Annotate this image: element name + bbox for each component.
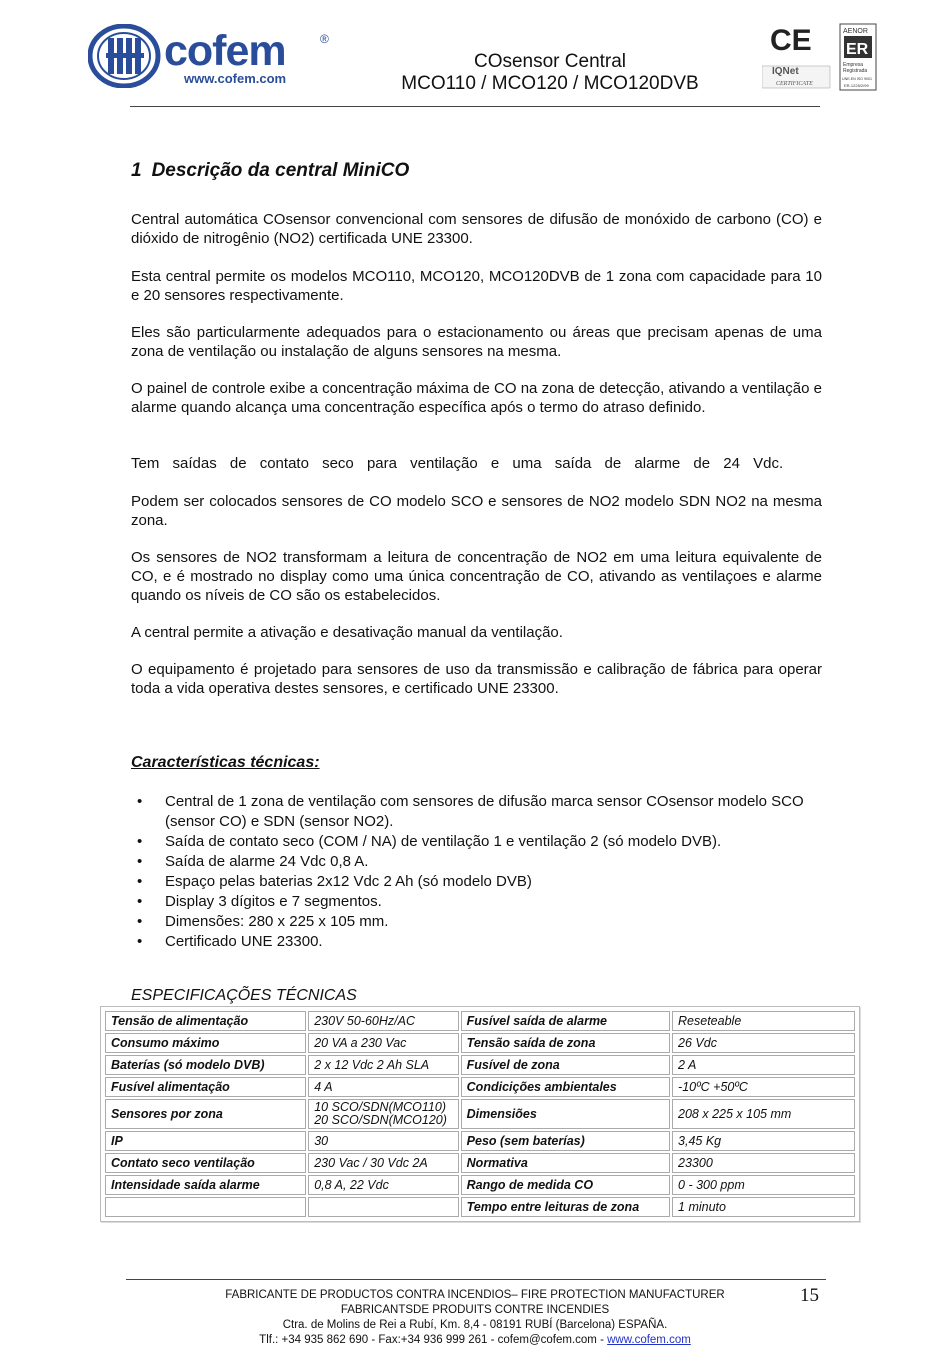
svg-text:CERTIFICATE: CERTIFICATE [776,81,813,87]
spec-value: Reseteable [672,1011,855,1031]
bullet-icon: • [137,793,143,810]
footer-manufacturer: FABRICANTE DE PRODUCTOS CONTRA INCENDIOS– FIRE PROTECTION MANUFACTURER [225,1289,725,1301]
paragraph: O equipamento é projetado para sensores de uso da transmissão e calibração de fábrica para operar toda a vida operativa destes sensores, e certificado UNE 23300. [131,661,822,697]
spec-value: 208 x 225 x 105 mm [672,1099,855,1129]
list-item: • Certificado UNE 23300. [137,933,323,950]
brand-name: cofem [164,27,286,75]
spec-value: 230V 50-60Hz/AC [308,1011,458,1031]
list-item: • Dimensões: 280 x 225 x 105 mm. [137,913,389,930]
spec-value: 2 x 12 Vdc 2 Ah SLA [308,1055,458,1075]
table-row [105,1131,855,1151]
list-item: • Display 3 dígitos e 7 segmentos. [137,893,382,910]
section-title: Descrição da central MiniCO [151,160,410,181]
spec-label: IP [105,1131,306,1151]
spec-label: Normativa [461,1153,670,1173]
features-list [131,792,831,952]
spec-label: Consumo máximo [105,1033,306,1053]
spec-value [308,1197,458,1217]
spec-label: Tensão saída de zona [461,1033,670,1053]
footer-manufacturer-fr: FABRICANTSDE PRODUITS CONTRE INCENDIES [340,1304,610,1316]
document-subtitle: MCO110 / MCO120 / MCO120DVB [401,73,699,94]
spec-label: Intensidade saída alarme [105,1175,306,1195]
list-item: • Saída de alarme 24 Vdc 0,8 A. [137,853,369,870]
spec-label: Fusível saída de alarme [461,1011,670,1031]
spec-value: 1 minuto [672,1197,855,1217]
svg-text:IQNet: IQNet [772,66,799,77]
svg-text:ER-1225/2/99: ER-1225/2/99 [844,83,869,88]
spec-label: Tensão de alimentação [105,1011,306,1031]
spec-value: 23300 [672,1153,855,1173]
spec-value: 30 [308,1131,458,1151]
spec-value: -10ºC +50ºC [672,1077,855,1097]
paragraph: Eles são particularmente adequados para o estacionamento ou áreas que precisam apenas de uma zona de ventilação ou instalação de alguns sensores na mesma. [131,324,822,360]
bullet-icon: • [137,873,143,890]
spec-value: 26 Vdc [672,1033,855,1053]
spec-label [105,1197,306,1217]
spec-value: 20 VA a 230 Vac [308,1033,458,1053]
bullet-icon: • [137,913,143,930]
section-heading [131,160,409,182]
table-row [105,1077,855,1097]
paragraph: A central permite a ativação e desativação manual da ventilação. [131,624,563,641]
svg-text:Registrada: Registrada [843,68,868,74]
spec-label: Contato seco ventilação [105,1153,306,1173]
table-row [105,1175,855,1195]
list-item: • Espaço pelas baterias 2x12 Vdc 2 Ah (só modelo DVB) [137,873,532,890]
table-row [105,1033,855,1053]
spec-label: Fusível alimentação [105,1077,306,1097]
cofem-emblem-icon [88,24,164,88]
spec-value: 3,45 Kg [672,1131,855,1151]
list-item: • Central de 1 zona de ventilação com sensores de difusão marca sensor COsensor modelo SCO (sensor CO) e SDN (sensor NO2). [137,793,804,830]
bullet-icon: • [137,853,143,870]
list-item: • Saída de contato seco (COM / NA) de ventilação 1 e ventilação 2 (só modelo DVB). [137,833,722,850]
spec-label: Rango de medida CO [461,1175,670,1195]
bullet-icon: • [137,893,143,910]
paragraph: Tem saídas de contato seco para ventilação e uma saída de alarme de 24 Vdc. [131,455,784,472]
certification-marks [762,22,878,94]
table-row [105,1153,855,1173]
spec-label: Condicições ambientales [461,1077,670,1097]
spec-value: 0,8 A, 22 Vdc [308,1175,458,1195]
specs-heading: ESPECIFICAÇÕES TÉCNICAS [131,987,357,1004]
footer-contact: Tlf.: +34 935 862 690 - Fax:+34 936 999 261 - cofem@cofem.com - www.cofem.com [259,1334,691,1346]
website-link[interactable]: www.cofem.com [607,1334,691,1346]
features-heading: Características técnicas: [131,754,320,771]
table-row [105,1099,855,1129]
svg-text:CE: CE [770,24,812,57]
spec-label: Baterías (só modelo DVB) [105,1055,306,1075]
svg-text:Empresa: Empresa [843,62,864,68]
paragraph: Esta central permite os modelos MCO110, MCO120, MCO120DVB de 1 zona com capacidade para 10 e 20 sensores respectivamente. [131,268,822,304]
paragraph: O painel de controle exibe a concentração máxima de CO na zona de detecção, ativando a ventilação e alarme quando alcança uma concentração específica após o termo do atraso definido. [131,380,822,416]
svg-text:ER: ER [846,41,869,58]
table-row [105,1011,855,1031]
header-divider [130,106,820,107]
spec-label: Tempo entre leituras de zona [461,1197,670,1217]
section-number: 1 [131,160,142,181]
iqnet-certificate-icon [762,66,830,88]
spec-label: Dimensiões [461,1099,670,1129]
company-logo [88,24,338,88]
footer-address: Ctra. de Molins de Rei a Rubí, Km. 8,4 - 08191 RUBÍ (Barcelona) ESPAÑA. [282,1319,668,1331]
paragraph: Podem ser colocados sensores de CO modelo SCO e sensores de NO2 modelo SDN NO2 na mesma zona. [131,493,822,529]
paragraph: Central automática COsensor convencional com sensores de difusão de monóxido de carbono (CO) e dióxido de nitrogênio (NO2) certificada UNE 23300. [131,211,822,247]
paragraph: Os sensores de NO2 transformam a leitura de concentração de NO2 em uma leitura equivalente de CO, e é mostrado no display como uma única concentração de CO, ativando as ventilaçoes e alarme quando os níveis de CO são os estabelecidos. [131,549,822,604]
spec-label: Fusível de zona [461,1055,670,1075]
bullet-icon: • [137,933,143,950]
page-number: 15 [800,1285,819,1306]
table-row [105,1055,855,1075]
document-title: COsensor Central [473,51,627,72]
spec-label: Peso (sem baterías) [461,1131,670,1151]
brand-website: www.cofem.com [184,71,287,86]
spec-value: 230 Vac / 30 Vdc 2A [308,1153,458,1173]
svg-text:AENOR: AENOR [843,28,868,35]
svg-text:UNE-EN ISO 9001: UNE-EN ISO 9001 [842,77,872,81]
specs-table [100,1006,860,1222]
spec-value: 2 A [672,1055,855,1075]
table-row [105,1197,855,1217]
bullet-icon: • [137,833,143,850]
spec-value: 10 SCO/SDN(MCO110) 20 SCO/SDN(MCO120) [308,1099,458,1129]
footer-divider [126,1279,826,1280]
aenor-er-icon [840,24,876,90]
spec-label: Sensores por zona [105,1099,306,1129]
ce-mark-icon [770,24,812,57]
spec-value: 0 - 300 ppm [672,1175,855,1195]
spec-value: 4 A [308,1077,458,1097]
registered-mark: ® [320,32,329,46]
